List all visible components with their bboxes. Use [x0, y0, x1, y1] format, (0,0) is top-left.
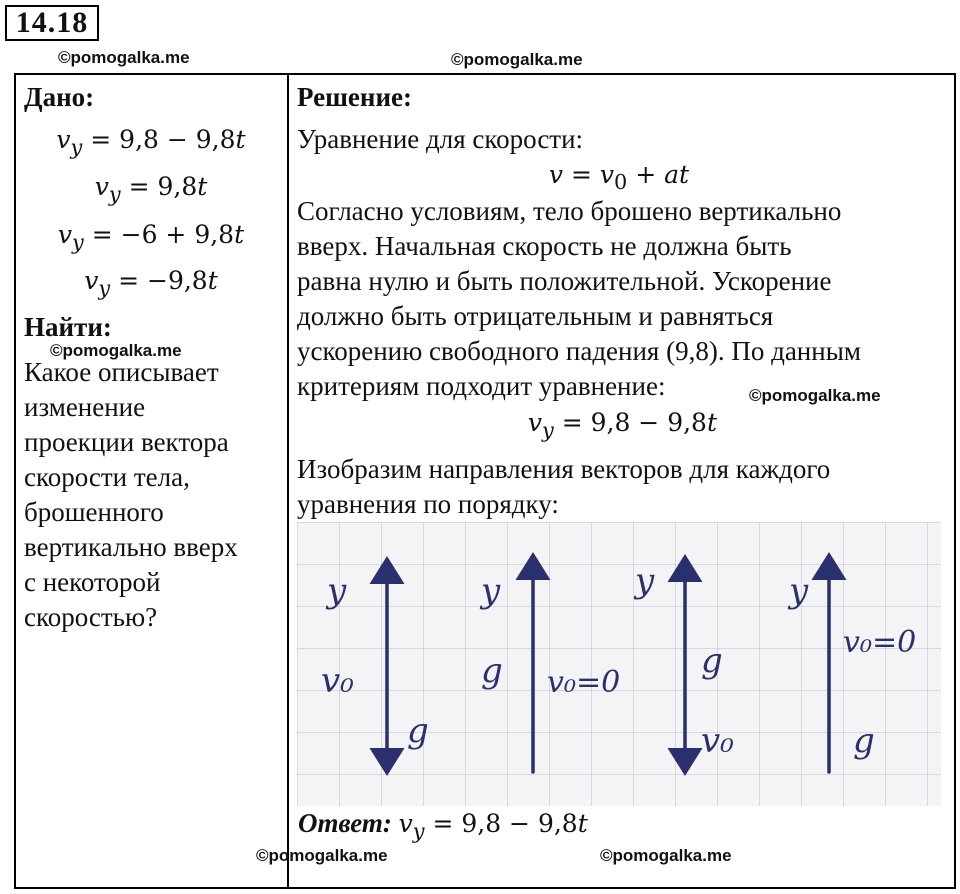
sketch-label: y — [635, 561, 655, 601]
chosen-equation: $v_y = 9,8 - 9,8t$ — [527, 408, 717, 442]
watermark: ©pomogalka.me — [50, 341, 182, 360]
problem-number: 14.18 — [5, 5, 99, 41]
column-divider — [287, 73, 289, 889]
vector-sketch — [297, 522, 941, 806]
watermark: ©pomogalka.me — [749, 386, 881, 405]
sketch-label: y — [327, 571, 347, 611]
sketch-label: y — [481, 571, 501, 611]
given-equation-3: $v_y = -6 + 9,8t$ — [57, 220, 245, 254]
find-text: Какое описывает изменение проекции вектора скорости тела, брошенного вертикально вверх с некоторой скоростью? — [24, 357, 238, 632]
sketch-label: y — [789, 571, 809, 611]
sketch-label: g — [407, 711, 429, 751]
given-equation-4: $v_y = -9,8t$ — [84, 266, 218, 300]
watermark: ©pomogalka.me — [451, 50, 583, 69]
sketch-label: g — [481, 651, 503, 691]
find-heading: Найти: — [24, 312, 112, 342]
answer: Ответ: $v_y = 9,8 - 9,8t$ — [298, 808, 588, 843]
given-equation-1: $v_y = 9,8 - 9,8t$ — [56, 125, 246, 159]
watermark: ©pomogalka.me — [600, 846, 732, 865]
watermark: ©pomogalka.me — [256, 846, 388, 865]
given-equation-2: $v_y = 9,8t$ — [94, 172, 208, 206]
draw-instruction: Изобразим направления векторов для каждого уравнения по порядку: — [297, 454, 831, 519]
sketch-label: g — [853, 721, 875, 761]
sketch-label: v₀ — [701, 721, 734, 761]
sketch-label: v₀=0 — [843, 625, 917, 660]
sketch-label: v₀ — [321, 661, 354, 701]
solution-intro: Уравнение для скорости: — [297, 124, 584, 154]
velocity-formula: $v = v_0$ + at — [548, 160, 690, 194]
sketch-label: v₀=0 — [547, 665, 621, 700]
solution-heading: Решение: — [297, 82, 412, 112]
grid-lines — [297, 522, 941, 806]
sketch-label: g — [701, 641, 723, 681]
watermark: ©pomogalka.me — [58, 48, 190, 67]
given-heading: Дано: — [24, 82, 95, 112]
solution-paragraph: Согласно условиям, тело брошено вертикально вверх. Начальная скорость не должна быть равна нулю и быть положительной. Ускорение должно быть отрицательным и равняться ускорению свободного падения (9,8). По данным критериям подходит уравнение: — [297, 196, 861, 401]
